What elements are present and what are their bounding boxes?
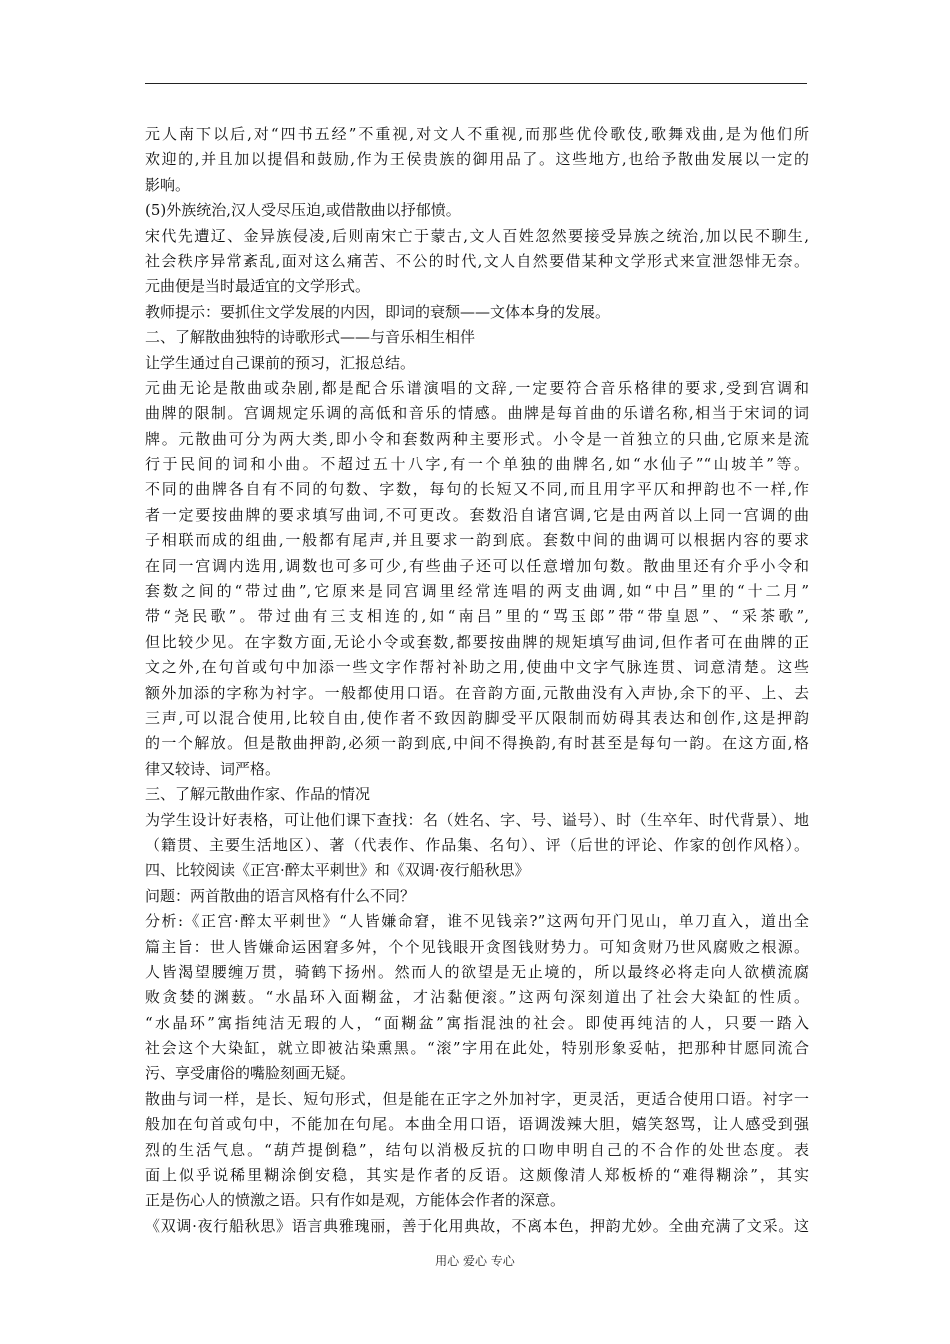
text-line: 在同一宫调内选用,调数也可多可少,有些曲子还可以任意增加句数。散曲里还有介乎小令和 bbox=[145, 556, 809, 575]
document-body bbox=[145, 122, 809, 1239]
text-line: 行于民间的词和小曲。不超过五十八字,有一个单独的曲牌名,如“水仙子”“山坡羊”等。 bbox=[145, 455, 809, 474]
text-line: 影响。 bbox=[145, 175, 191, 194]
text-line: 的一个解放。但是散曲押韵,必须一韵到底,中间不得换韵,有时甚至是每句一韵。在这方面,格 bbox=[145, 734, 809, 753]
text-line: 败贪婪的渊薮。“水晶环入面糊盆，才沾黏便滚。”这两句深刻道出了社会大染缸的性质。 bbox=[145, 988, 809, 1007]
text-line: 元曲无论是散曲或杂剧,都是配合乐谱演唱的文辞,一定要符合音乐格律的要求,受到宫调和 bbox=[145, 378, 809, 397]
text-line: 牌。元散曲可分为两大类,即小令和套数两种主要形式。小令是一首独立的只曲,它原来是流 bbox=[145, 429, 809, 448]
text-line: 宋代先遭辽、金异族侵凌,后则南宋亡于蒙古,文人百姓忽然要接受异族之统治,加以民不聊生, bbox=[145, 226, 809, 245]
text-line: 但比较少见。在字数方面,无论小令或套数,都要按曲牌的规矩填写曲词,但作者可在曲牌的正 bbox=[145, 632, 809, 651]
text-line: 元曲便是当时最适宜的文学形式。 bbox=[145, 277, 371, 296]
text-line: 元人南下以后,对“四书五经”不重视,对文人不重视,而那些优伶歌伎,歌舞戏曲,是为他们所 bbox=[145, 125, 809, 143]
text-line: 律又较诗、词严格。 bbox=[145, 759, 281, 778]
text-line: 人皆渴望腰缠万贯，骑鹤下扬州。然而人的欲望是无止境的，所以最终必将走向人欲横流腐 bbox=[145, 962, 809, 981]
text-line: 让学生通过自己课前的预习，汇报总结。 bbox=[145, 353, 416, 372]
text-line: 问题：两首散曲的语言风格有什么不同？ bbox=[145, 886, 416, 905]
text-line: 篇主旨：世人皆嫌命运困窘多舛，个个见钱眼开贪图钱财势力。可知贪财乃世风腐败之根源。 bbox=[145, 937, 809, 956]
text-line: 文之外,在句首或句中加添一些文字作帮衬补助之用,使曲中文字气脉连贯、词意清楚。这些 bbox=[145, 658, 809, 677]
text-line: 子相联而成的组曲,一般都有尾声,并且要求一韵到底。套数中间的曲调可以根据内容的要求 bbox=[145, 531, 809, 550]
text-line: 社会这个大染缸，就立即被沾染熏黑。“滚”字用在此处，特别形象妥帖，把那种甘愿同流合 bbox=[145, 1039, 809, 1058]
text-line: (5)外族统治,汉人受尽压迫,或借散曲以抒郁愤。 bbox=[145, 201, 461, 220]
text-line: 欢迎的,并且加以提倡和鼓励,作为王侯贵族的御用品了。这些地方,也给予散曲发展以一定的 bbox=[145, 150, 809, 169]
text-line: 带“尧民歌”。带过曲有三支相连的,如“南吕”里的“骂玉郎”带“带皇恩”、“采茶歌”, bbox=[145, 607, 809, 626]
text-line: 套数之间的“带过曲”,它原来是同宫调里经常连唱的两支曲调,如“中吕”里的“十二月” bbox=[145, 582, 809, 601]
text-line: 分析:《正宫·醉太平刺世》“人皆嫌命窘，谁不见钱亲?”这两句开门见山，单刀直入，道出全 bbox=[145, 912, 809, 931]
text-line: 教师提示：要抓住文学发展的内因，即词的衰颓——文体本身的发展。 bbox=[145, 302, 611, 321]
text-line: 四、比较阅读《正宫·醉太平刺世》和《双调·夜行船秋思》 bbox=[145, 861, 530, 880]
header-rule bbox=[145, 83, 807, 84]
text-line: 曲牌的限制。宫调规定乐调的高低和音乐的情感。曲牌是每首曲的乐谱名称,相当于宋词的词 bbox=[145, 404, 809, 423]
text-line: 者一定要按曲牌的要求填写曲词,不可更改。套数沿自诸宫调,它是由两首以上同一宫调的曲 bbox=[145, 505, 809, 524]
text-line: 污、享受庸俗的嘴脸刻画无疑。 bbox=[145, 1064, 356, 1083]
text-line: “水晶环”寓指纯洁无瑕的人，“面糊盆”寓指混浊的社会。即使再纯洁的人，只要一踏入 bbox=[145, 1013, 809, 1032]
text-line: 面上似乎说稀里糊涂倒安稳，其实是作者的反语。这颇像清人郑板桥的“难得糊涂”，其实 bbox=[145, 1166, 809, 1185]
text-line: （籍贯、主要生活地区）、著（代表作、作品集、名句）、评（后世的评论、作家的创作风格）。 bbox=[145, 835, 809, 854]
text-line: 额外加添的字称为衬字。一般都使用口语。在音韵方面,元散曲没有入声协,余下的平、上、去 bbox=[145, 683, 809, 702]
text-line: 不同的曲牌各自有不同的句数、字数，每句的长短又不同,而且用字平仄和押韵也不一样,作 bbox=[145, 480, 809, 499]
text-line: 三、了解元散曲作家、作品的情况 bbox=[145, 785, 371, 804]
text-line: 二、了解散曲独特的诗歌形式——与音乐相生相伴 bbox=[145, 328, 476, 347]
text-line: 三声,可以混合使用,比较自由,使作者不致因韵脚受平仄限制而妨碍其表达和创作,这是押韵 bbox=[145, 708, 809, 727]
text-line: 正是伤心人的愤激之语。只有作如是观，方能体会作者的深意。 bbox=[145, 1191, 566, 1210]
text-line: 散曲与词一样，是长、短句形式，但是能在正字之外加衬字，更灵活，更适合使用口语。衬字一 bbox=[145, 1089, 809, 1108]
page-footer: 用心 爱心 专心 bbox=[435, 1254, 515, 1268]
text-line: 社会秩序异常紊乱,面对这么痛苦、不公的时代,文人自然要借某种文学形式来宣泄怨悱无奈。 bbox=[145, 251, 809, 270]
text-line: 烈的生活气息。“葫芦提倒稳”，结句以消极反抗的口吻申明自己的不合作的处世态度。表 bbox=[145, 1140, 809, 1159]
text-line: 《双调·夜行船秋思》语言典雅瑰丽，善于化用典故，不离本色，押韵尤妙。全曲充满了文采。这 bbox=[145, 1216, 809, 1235]
text-line: 般加在句首或句中，不能加在句尾。本曲全用口语，语调泼辣大胆，嬉笑怒骂，让人感受到强 bbox=[145, 1115, 809, 1134]
text-line: 为学生设计好表格，可让他们课下查找：名（姓名、字、号、谥号）、时（生卒年、时代背景）、地 bbox=[145, 810, 809, 829]
